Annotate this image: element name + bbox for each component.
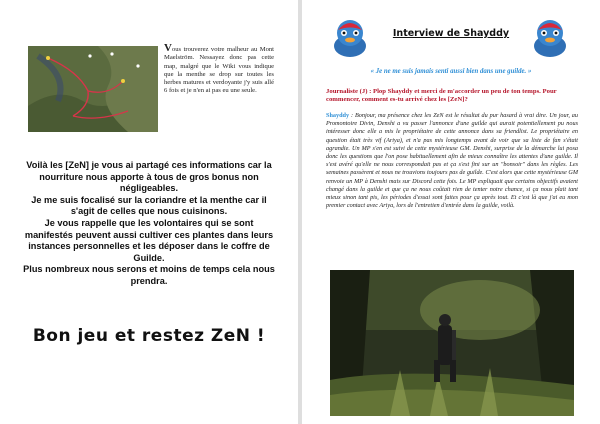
- interview-question: Journaliste (J) : Plop Shayddy et merci de m'accorder un peu de ton temps. Pour commencer, comment es-tu arrivé chez les [ZeN]?: [326, 88, 557, 104]
- photo-illustration: [330, 270, 574, 416]
- main-text-block: [22, 160, 276, 288]
- game-screenshot-image: [330, 270, 574, 416]
- map-illustration: [28, 46, 158, 132]
- interview-header: [302, 16, 600, 62]
- paragraph-1: Voilà les [ZeN] je vous ai partagé ces informations car la nourriture nous apporte à tous de gros bonus non négligeables.: [26, 160, 272, 194]
- signoff-heading: Bon jeu et restez ZeN !: [32, 326, 266, 346]
- game-map-image: [28, 46, 158, 132]
- intro-paragraph: [164, 44, 274, 96]
- left-page: [0, 0, 298, 424]
- interview-title: Interview de Shayddy: [392, 28, 510, 39]
- paragraph-2: Je me suis focalisé sur la coriandre et la menthe car il s'agit de celles que nous cuisinons.: [31, 194, 267, 217]
- paragraph-3: Je vous rappelle que les volontaires qui se sont manifestés peuvent aussi cultiver ces plantes dans leurs instances personnelles et les déposer dans le coffre de Guilde.: [24, 217, 274, 263]
- answer-speaker: Shayddy: [326, 112, 350, 119]
- paragraph-4: Plus nombreux nous serons et moins de temps cela nous prendra.: [23, 264, 275, 286]
- right-page: [302, 0, 600, 424]
- intro-text: ous trouverez votre malheur au Mont Maelström. Nessayez donc pas cette map, malgré que le Wiki vous indique que la menthe se drop sur toutes les herbes matures et verdoyante j'y suis allé 6 fois et je n'en ai pas eu une seule.: [164, 46, 274, 95]
- pull-quote: « Je ne me suis jamais senti aussi bien dans une guilde. »: [370, 68, 532, 75]
- answer-text: : Bonjour, ma présence chez les ZeN est le résultat du pur hasard à vrai dire. Un jour, au Promontoire Divin, Denshi a vu passer l'annonce d'une guilde qui aurait potentiellement pu nous intéresser donc elle a mis le propriétaire de cette annonce dans sa friendlist. Le propriétaire en question était très vif (Ariya), et n'a pas mis longtemps avant de voir que sa liste de fan s'était agrandie. Un MP s'en est suivi de cette mystérieuse GM. Denshi, surprise de la démarche lui posa donc les questions que l'on pose habituellement afin de mieux connaître les attentes d'une guilde. Il s'est avéré qu'elle ne nous correspondait pas et ça s'est fini sur un "bonsoir" dans les règles. Les semaines passèrent et nous ne trouvions toujours pas de guilde. C'est alors que cette mystérieuse GM renvoie un MP à Denshi mais sur Discord cette fois. Le MP expliquait que certains objectifs avaient changé dans la guilde et que ça ne nous coûtait rien de tenter notre chance, si ça nous plait tant mieux sinon tant pis, les périodes d'essai sont faites pour ça après tout. Et c'est là que j'ai eu mon premier contact avec Ariya, lors de l'entretien d'entrée dans la guilde, voilà.: [326, 112, 578, 210]
- quaggan-mascot-icon: [330, 16, 370, 58]
- interview-answer: [326, 112, 578, 210]
- intro-dropcap: V: [164, 42, 172, 54]
- quaggan-mascot-icon: [530, 16, 570, 58]
